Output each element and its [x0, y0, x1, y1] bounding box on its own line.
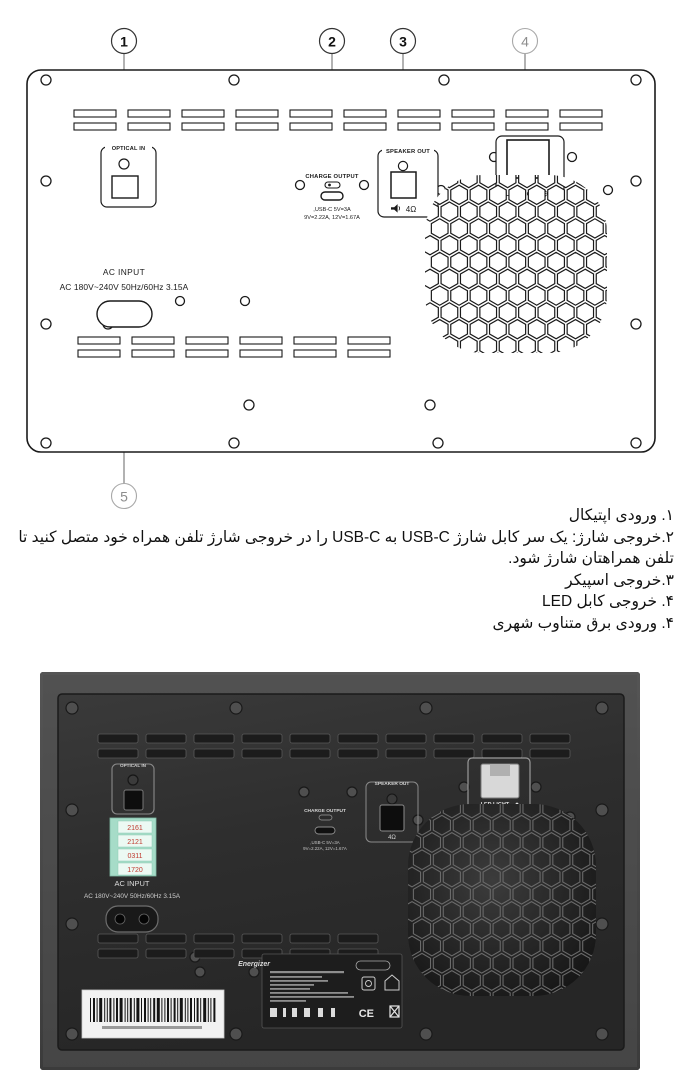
- photo-optical-in-label: OPTICAL IN: [120, 763, 146, 768]
- charge-spec-line-1: USB-C 5V=3A,: [313, 207, 351, 213]
- photo-charge-output-label: CHARGE OUTPUT: [304, 809, 346, 814]
- callout-3-label: 3: [399, 33, 407, 50]
- speaker-out-label: SPEAKER OUT: [385, 149, 431, 155]
- qc-row-1: 2161: [127, 825, 143, 832]
- callout-2: [320, 29, 345, 54]
- photo-speaker-socket: [380, 805, 404, 831]
- rating-label-brand: Energizer: [238, 961, 270, 968]
- photo-charge-spec-2: 9V=2.22A, 12V=1.67A: [303, 846, 347, 851]
- photo-optical-socket: [124, 790, 143, 810]
- optical-in-port-group: [101, 143, 156, 207]
- rear-panel-line-diagram: [0, 0, 680, 510]
- ac-input-title: AC INPUT: [102, 267, 146, 277]
- legend-item-4: ۴. خروجی کابل LED: [542, 593, 674, 610]
- barcode-sticker: [82, 990, 224, 1038]
- optical-in-label: OPTICAL IN: [111, 146, 146, 152]
- usb-c-socket: [321, 192, 343, 200]
- legend-list: [0, 505, 680, 634]
- rating-label: [238, 954, 402, 1028]
- legend-item-2: ۲.خروجی شارژ: یک سر کابل شارژ USB-C به USB-C را در خروجی شارژ تلفن همراه خود متصل کنید تا تلفن همراهتان شارژ شود.: [18, 528, 674, 567]
- optical-in-socket: [112, 176, 138, 198]
- photo-charge-spec-1: USB-C 5V=3A,: [310, 840, 340, 845]
- callout-1: [112, 29, 137, 54]
- svg-text:CE: CE: [358, 1008, 374, 1020]
- legend-item-5: ۴. ورودی برق متناوب شهری: [492, 614, 674, 632]
- callout-3: [391, 29, 416, 54]
- photo-ac-input-title: AC INPUT: [114, 879, 150, 888]
- legend-item-3: ۳.خروجی اسپیکر: [565, 571, 674, 589]
- charge-spec-line-2: 9V=2.22A, 12V=1.67A: [304, 215, 360, 221]
- rear-panel-photograph: [40, 672, 640, 1070]
- legend-item-1: ۱. ورودی اپتیکال: [568, 507, 674, 524]
- qc-row-4: 1720: [127, 867, 143, 874]
- photo-ac-inlet: [106, 906, 158, 932]
- photo-speaker-out-label: SPEAKER OUT: [374, 782, 410, 787]
- charge-output-label: CHARGE OUTPUT: [305, 174, 359, 180]
- qc-row-2: 2121: [127, 839, 143, 846]
- speaker-out-screw: [398, 161, 407, 170]
- speaker-out-port-group: [378, 146, 438, 217]
- photo-usb-c-socket: [315, 827, 335, 834]
- qc-row-3: 0311: [127, 853, 143, 860]
- photo-speaker-impedance: 4Ω: [388, 835, 396, 841]
- callout-4-label: 4: [521, 33, 529, 50]
- callout-5-label: 5: [120, 488, 128, 505]
- optical-in-screw: [119, 159, 129, 169]
- speaker-impedance-label: 4Ω: [405, 205, 417, 214]
- callout-2-label: 2: [328, 33, 336, 50]
- led-light-socket: [507, 140, 549, 178]
- photo-ac-input-spec: AC 180V~240V 50Hz/60Hz 3.15A: [83, 893, 181, 900]
- callout-1-label: 1: [120, 33, 128, 50]
- qc-sticker: [110, 818, 156, 876]
- ac-inlet-socket: [97, 301, 152, 327]
- ac-input-spec: AC 180V~240V 50Hz/60Hz 3.15A: [59, 282, 189, 292]
- speaker-out-socket: [391, 172, 416, 198]
- callout-4: [513, 29, 538, 54]
